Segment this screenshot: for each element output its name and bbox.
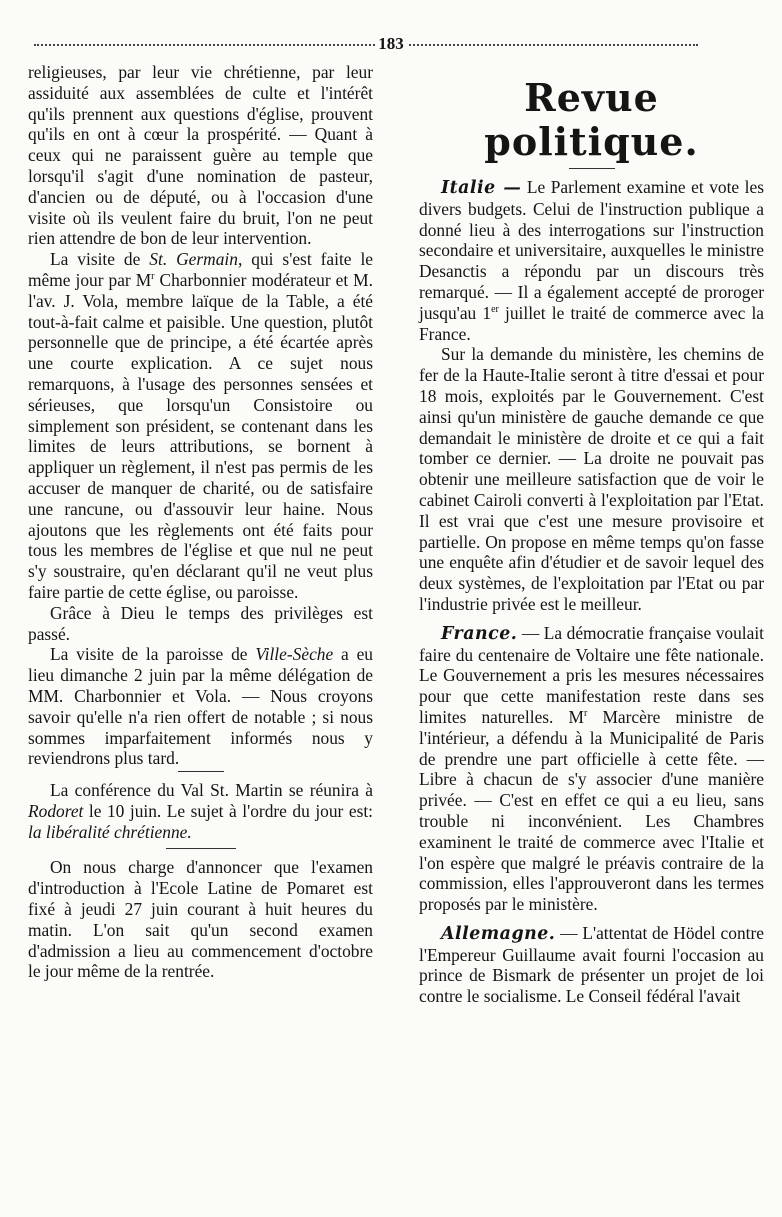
page-number: 183 <box>0 34 782 54</box>
paragraph-ecole-latine-exam: On nous charge d'annoncer que l'examen d'introduction à l'Ecole Latine de Pomaret est fixé à jeudi 27 juin courant à huit heures du matin. L'on sait qu'un second examen d'admission a lieu au commencement d'octobre le jour même de la rentrée. <box>28 857 373 982</box>
section-title-revue-politique: Revue politique. <box>484 75 699 164</box>
paragraph-italie-parliament: Italie — Le Parlement examine et vote les divers budgets. Celui de l'instruction publique a donné lieu à des interrogations sur l'instruction secondaire et universitaire, auxquelles le ministre Desanctis a répondu par un discours très remarqué. — Il a également accepté de proroger jusqu'au 1er juillet le traité de commerce avec la France. <box>419 177 765 344</box>
section-separator <box>178 771 224 772</box>
paragraph-visit-ville-seche: La visite de la paroisse de Ville-Sèche a eu lieu dimanche 2 juin par la même délégation de MM. Charbonnier et Vola. — Nous croyons savoir qu'elle n'a rien offert de notable ; si nous sommes imparfaitement informés nous y reviendrons plus tard. <box>28 644 373 769</box>
paragraph-church-members: religieuses, par leur vie chrétienne, par leur assiduité aux assemblées de culte et l'intérêt qu'ils prennent aux questions d'église, prouvent qu'ils en ont à cœur la prospérité. — Quant à ceux qui ne paraissent guère au temple que lorsqu'il s'agit d'une nomination de pasteur, d'ancien ou de député, ou à l'occasion d'une visite où ils veulent faire du bruit, l'on ne peut rien attendre de bon de leur intervention. <box>28 62 373 249</box>
section-separator <box>166 848 236 849</box>
paragraph-allemagne-attentat: Allemagne. — L'attentat de Hödel contre l'Empereur Guillaume avait fourni l'occasion au prince de Bismark de présenter un projet de loi contre le socialisme. Le Conseil fédéral l'avait <box>419 922 764 1007</box>
left-column <box>28 62 373 1007</box>
title-separator <box>569 168 615 169</box>
paragraph-privileges: Grâce à Dieu le temps des privilèges est passé. <box>28 602 373 644</box>
paragraph-france-voltaire: France. — La démocratie française voulait faire du centenaire de Voltaire une fête nationale. Le Gouvernement a pris les mesures nécessaires pour que cette manifestation reste dans ses limites naturelles. $M^r$ Marcère ministre de l'intérieur, a défendu à la Municipalité de Paris de prendre une part officielle à cette fête. — Libre à chacun de s'y associer d'une manière privée. — C'est en effet ce qui a eu lieu, sans trouble ni inconvénient. Les Chambres examinent le traité de commerce avec l'Italie et l'on espère que malgré le préavis contraire de la commission, elles l'approuveront dans les termes proposés par le ministère. <box>419 622 764 915</box>
paragraph-conference-val-st-martin: La conférence du Val St. Martin se réunira à Rodoret le 10 juin. Le sujet à l'ordre du jour est: la libéralité chrétienne. <box>28 780 373 842</box>
paragraph-italie-railways: Sur la demande du ministère, les chemins de fer de la Haute-Italie seront à titre d'essai et pour 18 mois, exploités par le Gouvernement. C'est ainsi qu'un ministère de gauche demande ce que demandait le ministère de droite et ce qui a fait tomber ce dernier. — La droite ne pouvait pas obtenir une meilleure satisfaction que de voir le cabinet Cairoli converti à l'exploitation par l'Etat. Il est vrai que c'est une mesure provisoire et partielle. On propose en même temps qu'on fasse une enquête afin d'étudier et de savoir lequel des deux systèmes, de l'exploitation par l'Etat ou par l'industrie privée est le meilleur. <box>419 344 764 614</box>
paragraph-visit-st-germain: La visite de St. Germain, qui s'est faite le même jour par $M^r$ Charbonnier modérateur et M. l'av. J. Vola, membre laïque de la Table, a été tout-à-fait calme et paisible. Une question, plutôt personnelle que de principe, a été écartée après une courte explication. A ce sujet nous remarquons, à l'usage des personnes sensées et sérieuses, que lorsqu'un Consistoire ou simplement son président, se contenant dans les limites de leurs attributions, se bornent à appliquer un règlement, il n'est pas permis de les accuser de manquer de charité, ou de satisfaire une rancune, ou d'assouvir leur haine. Nous ajoutons que les règlements ont été faits pour tous les membres de l'église et que nul ne peut s'y soustraire, qu'en déclarant qu'il ne veut plus faire partie de cette église, ou paroisse. <box>28 249 373 602</box>
article-columns <box>28 62 764 1007</box>
right-column <box>419 62 764 1007</box>
